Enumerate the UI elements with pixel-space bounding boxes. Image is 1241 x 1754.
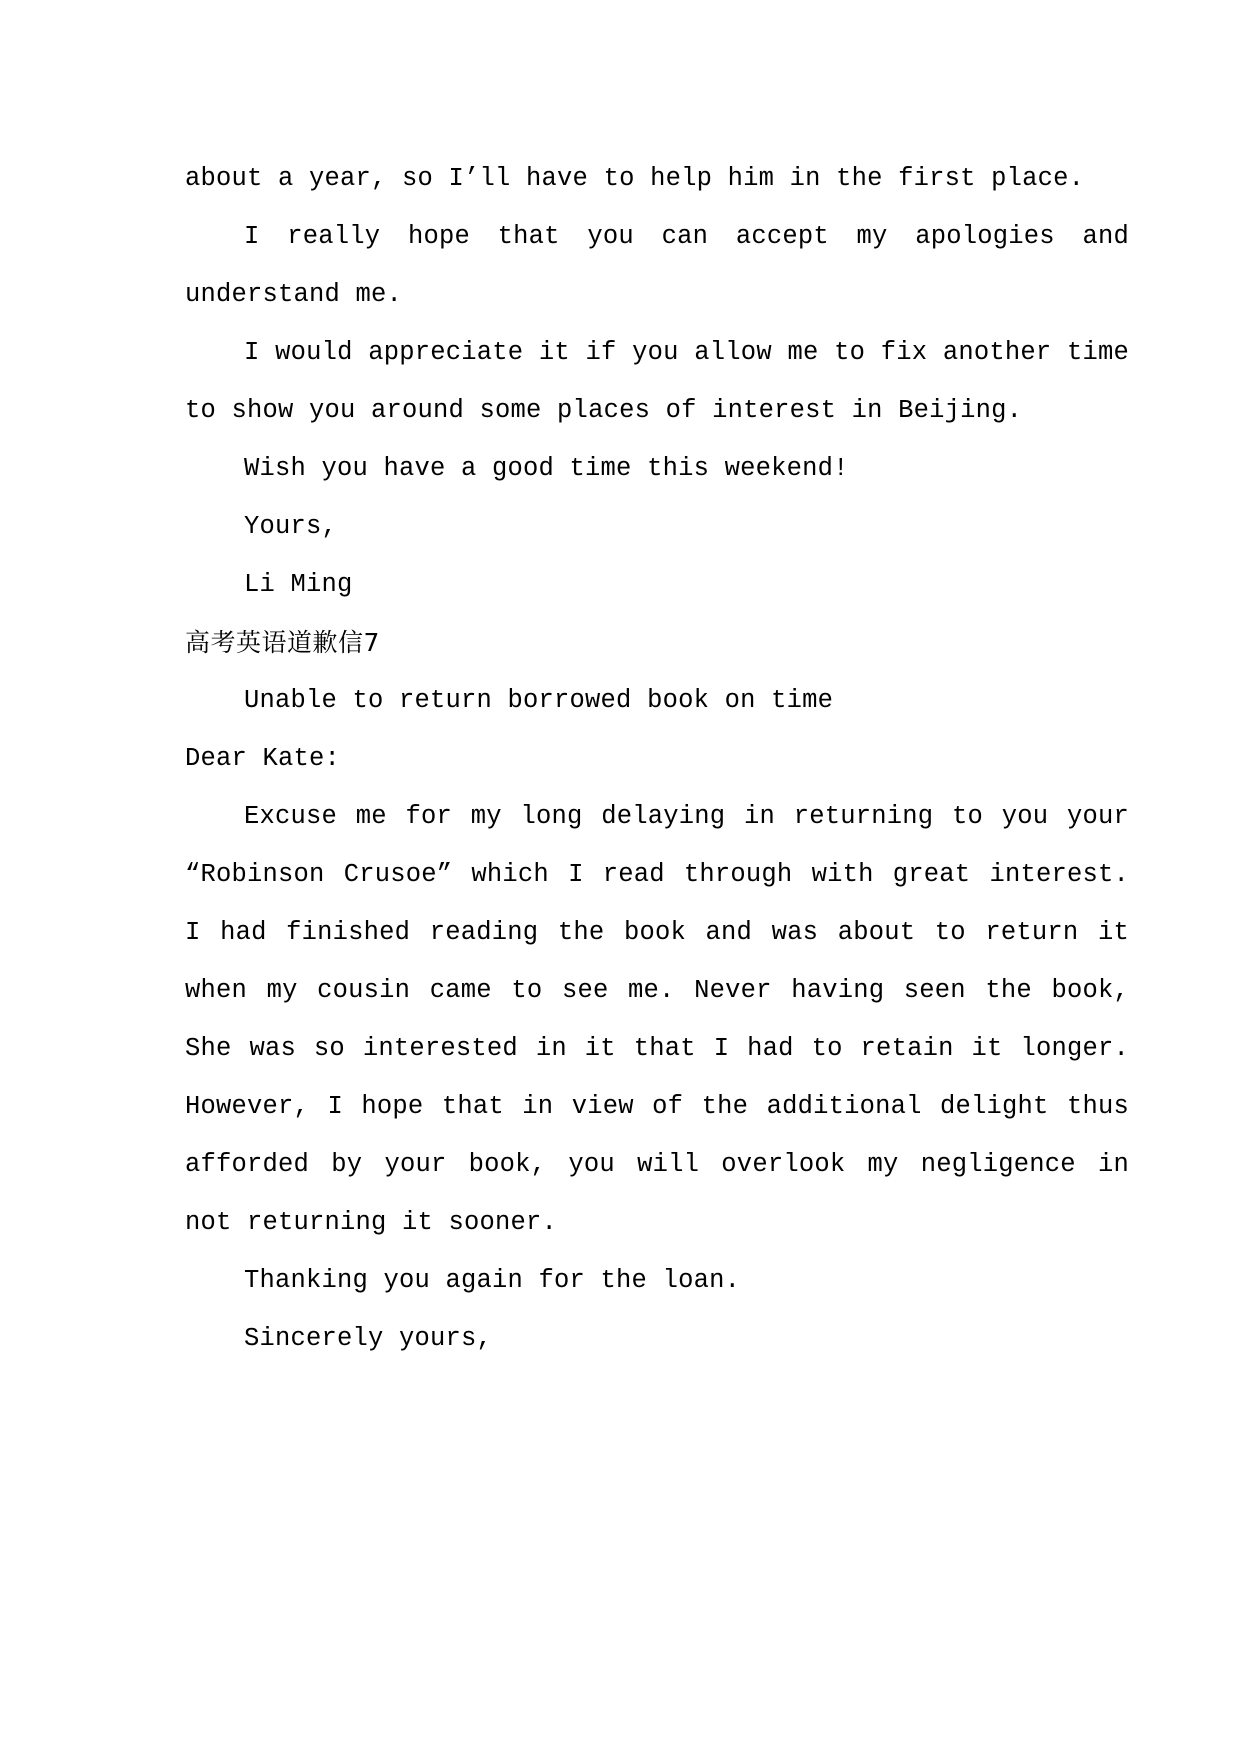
subheading-topic: Unable to return borrowed book on time: [244, 686, 834, 715]
paragraph-excuse-me: Excuse me for my long delaying in returning to you your “Robinson Crusoe” which I read through with great interest. I had finished reading the book and was about to return it when my cousin came to see me. Never having seen the book, She was so interested in it that I had to retain it longer. However, I hope that in view of the additional delight thus afforded by your book, you will overlook my negligence in not returning it sooner.: [185, 802, 1129, 1237]
paragraph-apologies: I really hope that you can accept my apologies and understand me.: [185, 222, 1129, 309]
section-heading-chinese: 高考英语道歉信7: [185, 628, 380, 657]
salutation-dear-kate: Dear Kate:: [185, 744, 341, 773]
paragraph-appreciate: I would appreciate it if you allow me to fix another time to show you around some places of interest in Beijing.: [185, 338, 1129, 425]
paragraph-wish: Wish you have a good time this weekend!: [244, 454, 849, 483]
paragraph-continuation: about a year, so I’ll have to help him in the first place.: [185, 164, 1085, 193]
document-body: [185, 150, 1129, 1368]
signoff-sincerely-yours: Sincerely yours,: [244, 1324, 493, 1353]
signature-li-ming: Li Ming: [244, 570, 353, 599]
paragraph-thanking: Thanking you again for the loan.: [244, 1266, 741, 1295]
signoff-yours: Yours,: [244, 512, 338, 541]
